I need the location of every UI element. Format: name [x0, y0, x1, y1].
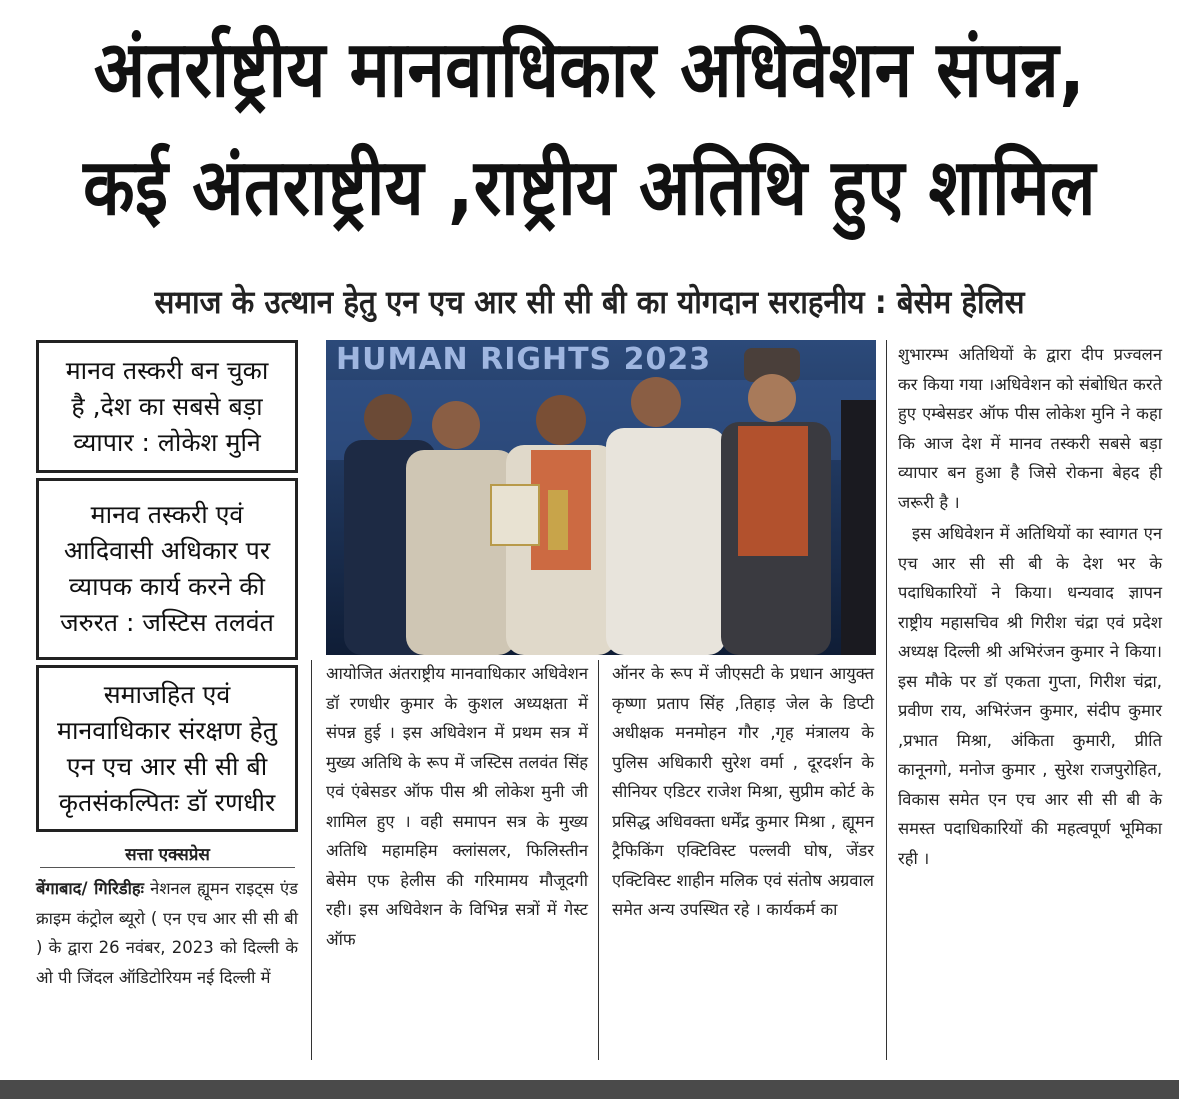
headline-line-2: कई अंतराष्ट्रीय ,राष्ट्रीय अतिथि हुए शामिल	[83, 143, 1096, 233]
dateline: बेंगाबाद/ गिरिडीहः	[36, 879, 144, 898]
article-column-3	[612, 659, 874, 925]
subheadline: समाज के उत्थान हेतु एन एच आर सी सी बी का योगदान सराहनीय : बेसेम हेलिस	[154, 283, 1025, 321]
callout-box-justice-talwant	[36, 478, 298, 660]
callout-line: समाजहित एवं	[103, 679, 231, 709]
article-text: इस अधिवेशन में अतिथियों का स्वागत एन एच आर सी सी बी के देश भर के पदाधिकारियों ने किया। धन्यवाद ज्ञापन राष्ट्रीय महासचिव श्री गिरीश चंद्रा एवं प्रदेश अध्यक्ष दिल्ली श्री अभिरंजन कुमार ने किया। इस मौके पर डॉ एकता गुप्ता, गिरीश चंद्रा, प्रवीण राय, अभिरंजन कुमार, संदीप कुमार ,प्रभात मिश्रा, अंकिता कुमारी, प्रीति कानूनगो, मनोज कुमार , सुरेश राजपुरोहित, विकास समेत एन एच आर सी सी बी के समस्त पदाधिकारियों की महत्वपूर्ण भूमिका रही ।	[898, 524, 1162, 868]
callout-line: मानवाधिकार संरक्षण हेतु	[57, 715, 277, 745]
photo-banner-text: HUMAN RIGHTS 2023	[336, 342, 712, 377]
article-text: नेशनल ह्यूमन राइट्स एंड क्राइम कंट्रोल ब्यूरो ( एन एच आर सी सी बी ) के द्वारा 26 नवंबर, 2023 को दिल्ली के ओ पी जिंदल ऑडिटोरियम नई दिल्ली में	[36, 879, 299, 987]
callout-line: व्यापक कार्य करने की	[69, 572, 265, 601]
event-photo-illustration	[326, 340, 876, 655]
article-text: शुभारम्भ अतिथियों के द्वारा दीप प्रज्वलन कर किया गया ।अधिवेशन को संबोधित करते हुए एम्बेसडर ऑफ पीस लोकेश मुनि ने कहा कि आज देश में मानव तस्करी सबसे बड़ा व्यापार बन हुआ है जिसे रोकना बेहद ही जरूरी है ।	[898, 345, 1162, 512]
callout-line: मानव तस्करी बन चुका	[65, 355, 269, 385]
callout-line: व्यापार : लोकेश मुनि	[73, 427, 261, 457]
article-column-4	[898, 340, 1162, 873]
article-text: ऑनर के रूप में जीएसटी के प्रधान आयुक्त कृष्णा प्रताप सिंह ,तिहाड़ जेल के डिप्टी अधीक्षक मनमोहन गौर ,गृह मंत्रालय के पुलिस अधिकारी सुरेश वर्मा , दूरदर्शन के सीनियर एडिटर राजेश मिश्रा, सुप्रीम कोर्ट के प्रसिद्ध अधिवक्ता धर्मेंद्र कुमार मिश्रा , ह्यूमन ट्रैफिकिंग एक्टिविस्ट पल्लवी घोष, जेंडर एक्टिविस्ट शाहीन मलिक एवं संतोष अग्रवाल समेत अन्य उपस्थित रहे । कार्यकर्म का	[612, 664, 874, 919]
byline: सत्ता एक्सप्रेस	[40, 842, 295, 868]
column-divider	[311, 660, 312, 1060]
callout-line: जरुरत : जस्टिस तलवंत	[60, 608, 274, 637]
column-divider	[886, 340, 887, 1060]
callout-box-dr-randhir	[36, 665, 298, 832]
callout-line: आदिवासी अधिकार पर	[63, 536, 271, 565]
headline-line-1: अंतर्राष्ट्रीय मानवाधिकार अधिवेशन संपन्न,	[93, 25, 1086, 115]
callout-line: मानव तस्करी एवं	[90, 500, 244, 529]
article-text: आयोजित अंतराष्ट्रीय मानवाधिकार अधिवेशन डॉ रणधीर कुमार के कुशल अध्यक्षता में संपन्न हुई । इस अधिवेशन में प्रथम सत्र में मुख्य अतिथि के रूप में जस्टिस तलवंत सिंह एवं एंबेसडर ऑफ पीस श्री लोकेश मुनी जी शामिल हुए । वही समापन सत्र के मुख्य अतिथि महामहिम क्लांसलर, फिलिस्तीन बेसेम एफ हेलीस की गरिमामय मौजूदगी रही। इस अधिवेशन के विभिन्न सत्रों में गेस्ट ऑफ	[326, 664, 588, 949]
article-column-2	[326, 659, 588, 954]
callout-box-lokesh-muni	[36, 340, 298, 473]
event-photo	[326, 340, 876, 655]
callout-line: कृतसंकल्पितः डॉ रणधीर	[58, 787, 276, 817]
bottom-bar	[0, 1080, 1179, 1099]
column-divider	[598, 660, 599, 1060]
article-column-1	[36, 874, 298, 992]
callout-line: एन एच आर सी सी बी	[66, 751, 268, 781]
callout-line: है ,देश का सबसे बड़ा	[71, 391, 263, 421]
